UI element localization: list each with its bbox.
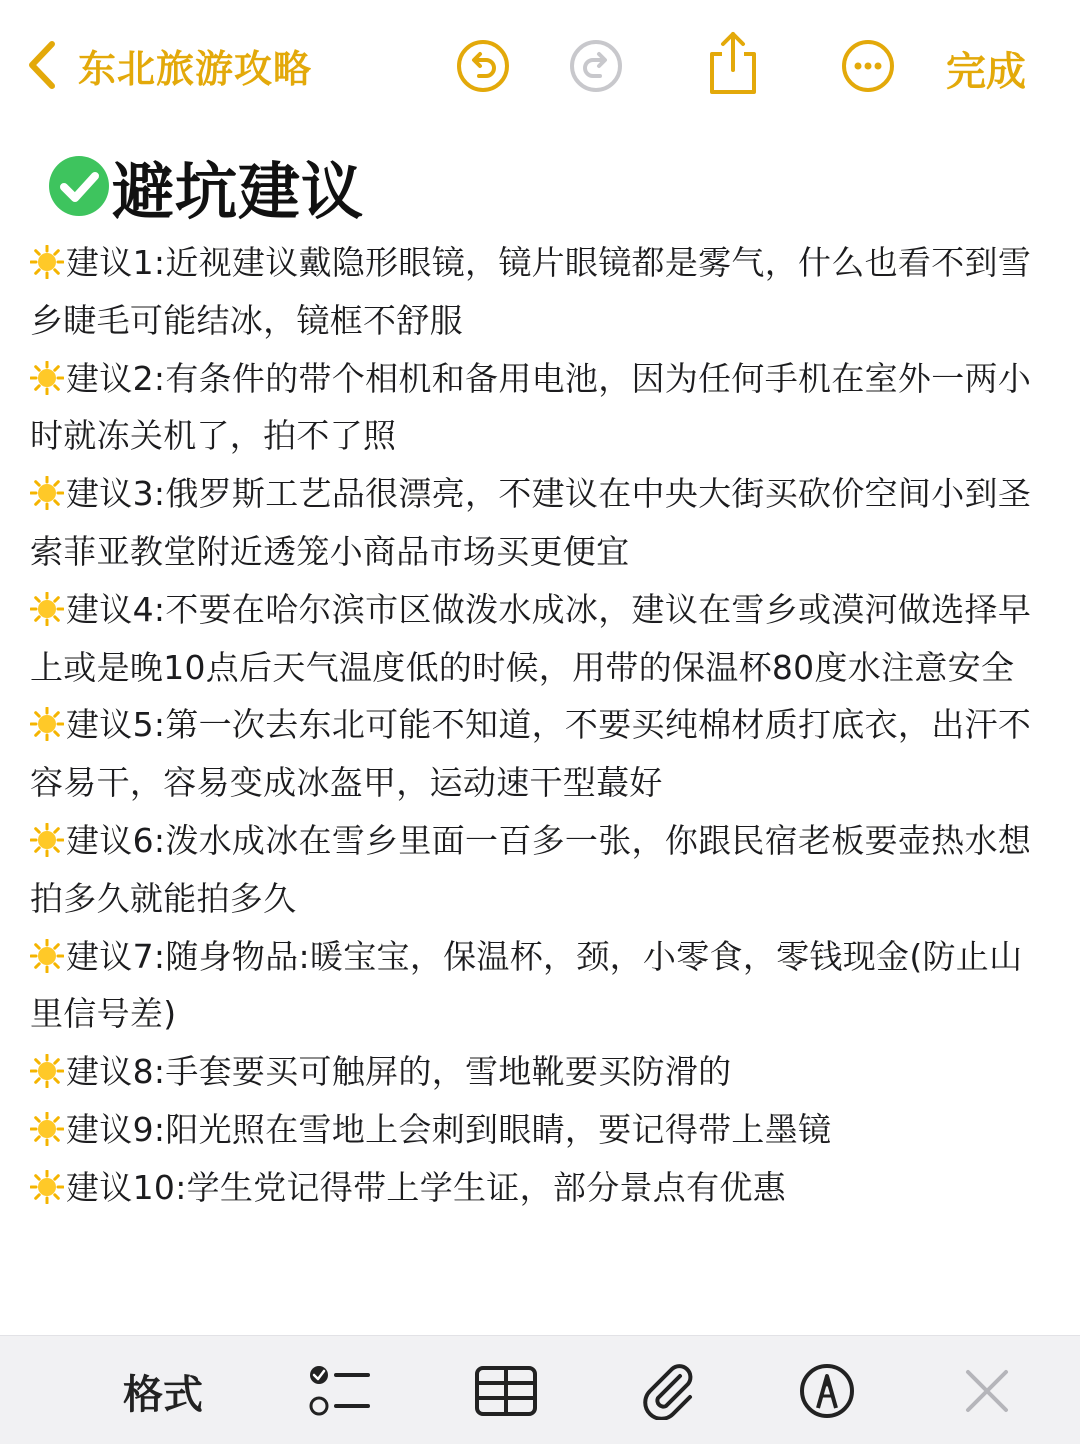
sun-icon <box>30 592 64 626</box>
sun-icon <box>30 361 64 395</box>
markup-pen-icon <box>798 1362 856 1420</box>
checklist-button[interactable] <box>308 1362 370 1420</box>
sun-icon <box>30 476 64 510</box>
list-item <box>30 465 1050 581</box>
redo-icon <box>566 36 626 96</box>
table-icon <box>474 1365 538 1417</box>
paperclip-icon <box>640 1362 698 1420</box>
list-item <box>30 696 1050 812</box>
sun-icon <box>30 939 64 973</box>
list-item <box>30 350 1050 466</box>
nav-bar <box>0 0 1080 130</box>
green-check-icon <box>48 155 110 217</box>
list-item <box>30 1101 1050 1159</box>
tip-text: 建议7:随身物品:暖宝宝，保温杯，颈，小零食，零钱现金(防止山里信号差) <box>30 936 1023 1034</box>
tip-text: 建议3:俄罗斯工艺品很漂亮，不建议在中央大街买砍价空间小到圣索菲亚教堂附近透笼小商品市场买更便宜 <box>30 474 1032 571</box>
back-title: 东北旅游攻略 <box>78 46 313 91</box>
list-item <box>30 1043 1050 1101</box>
more-button[interactable] <box>838 36 898 96</box>
sun-icon <box>30 1112 64 1146</box>
tip-text: 建议9:阳光照在雪地上会刺到眼睛，要记得带上墨镜 <box>66 1109 832 1149</box>
heading-title: 避坑建议 <box>112 154 365 228</box>
table-button[interactable] <box>474 1362 538 1420</box>
note-heading <box>48 140 1050 232</box>
close-icon <box>962 1366 1012 1416</box>
list-item <box>30 1159 1050 1217</box>
checklist-icon <box>308 1362 370 1420</box>
tip-text: 建议5:第一次去东北可能不知道，不要买纯棉材质打底衣，出汗不容易干，容易变成冰盔甲，运动速干型蕞好 <box>30 705 1032 803</box>
sun-icon <box>30 1054 64 1088</box>
undo-icon <box>453 36 513 96</box>
more-icon <box>838 36 898 96</box>
chevron-left-icon <box>24 38 58 92</box>
sun-icon <box>30 823 64 857</box>
back-button[interactable] <box>24 30 312 100</box>
tips-list <box>30 234 1050 1217</box>
sun-icon <box>30 1170 64 1204</box>
list-item <box>30 812 1050 928</box>
bottom-toolbar <box>0 1335 1080 1444</box>
sun-icon <box>30 707 64 741</box>
share-icon <box>702 30 764 96</box>
list-item <box>30 581 1050 697</box>
tip-text: 建议1:近视建议戴隐形眼镜，镜片眼镜都是雾气，什么也看不到雪乡睫毛可能结冰，镜框不舒服 <box>30 243 1032 340</box>
tip-text: 建议6:泼水成冰在雪乡里面一百多一张，你跟民宿老板要壶热水想拍多久就能拍多久 <box>30 820 1032 918</box>
share-button[interactable] <box>702 30 764 96</box>
list-item <box>30 234 1050 350</box>
note-body[interactable] <box>30 140 1050 1217</box>
redo-button[interactable] <box>566 36 626 96</box>
tip-text: 建议2:有条件的带个相机和备用电池，因为任何手机在室外一两小时就冻关机了，拍不了照 <box>30 358 1032 456</box>
tip-text: 建议8:手套要买可触屏的，雪地靴要买防滑的 <box>66 1052 732 1092</box>
tip-text: 建议4:不要在哈尔滨市区做泼水成冰，建议在雪乡或漠河做选择早上或是晚10点后天气温度低的时候，用带的保温杯80度水注意安全 <box>30 589 1032 687</box>
attachment-button[interactable] <box>640 1362 698 1420</box>
tip-text: 建议10:学生党记得带上学生证，部分景点有优惠 <box>66 1167 787 1207</box>
undo-button[interactable] <box>453 36 513 96</box>
format-button[interactable]: 格式 <box>123 1371 203 1418</box>
sun-icon <box>30 245 64 279</box>
done-button[interactable]: 完成 <box>946 49 1026 95</box>
list-item <box>30 928 1050 1044</box>
markup-button[interactable] <box>798 1362 856 1420</box>
close-button[interactable] <box>962 1362 1012 1420</box>
